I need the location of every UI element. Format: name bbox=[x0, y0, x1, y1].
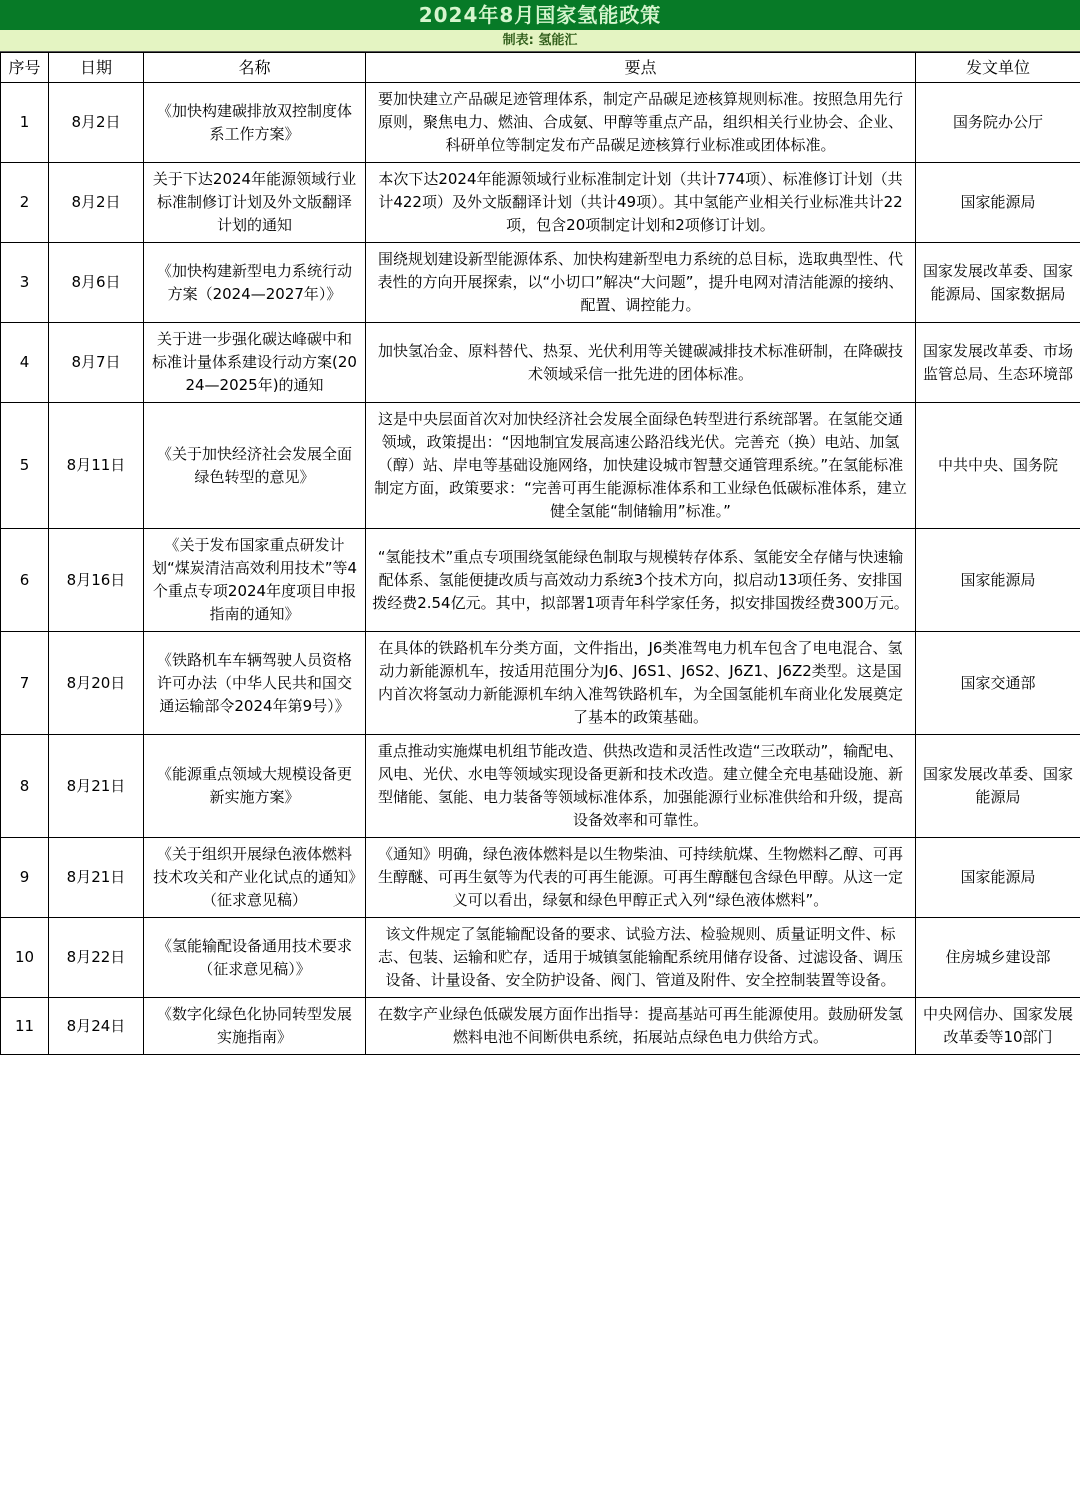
table-row bbox=[1, 163, 1080, 243]
cell-issuer: 国家交通部 bbox=[916, 632, 1080, 735]
cell-issuer: 住房城乡建设部 bbox=[916, 918, 1080, 998]
table-row bbox=[1, 998, 1080, 1055]
cell-no: 3 bbox=[1, 243, 49, 323]
cell-points: 本次下达2024年能源领域行业标准制定计划（共计774项）、标准修订计划（共计422项）及外文版翻译计划（共计49项）。其中氢能产业相关行业标准共计22项，包含20项制定计划和2项修订计划。 bbox=[366, 163, 916, 243]
page-subtitle: 制表: 氢能汇 bbox=[0, 30, 1080, 52]
cell-no: 4 bbox=[1, 323, 49, 403]
cell-issuer: 国务院办公厅 bbox=[916, 83, 1080, 163]
table-row bbox=[1, 529, 1080, 632]
cell-no: 5 bbox=[1, 403, 49, 529]
cell-points: 加快氢冶金、原料替代、热泵、光伏利用等关键碳减排技术标准研制，在降碳技术领域采信一批先进的团体标准。 bbox=[366, 323, 916, 403]
cell-points: 重点推动实施煤电机组节能改造、供热改造和灵活性改造“三改联动”，输配电、风电、光伏、水电等领域实现设备更新和技术改造。建立健全充电基础设施、新型储能、氢能、电力装备等领域标准体系，加强能源行业标准供给和升级，提高设备效率和可靠性。 bbox=[366, 735, 916, 838]
cell-name: 《关于加快经济社会发展全面绿色转型的意见》 bbox=[144, 403, 366, 529]
cell-date: 8月16日 bbox=[49, 529, 144, 632]
table-row bbox=[1, 632, 1080, 735]
cell-name: 《氢能输配设备通用技术要求（征求意见稿）》 bbox=[144, 918, 366, 998]
cell-no: 6 bbox=[1, 529, 49, 632]
cell-name: 《数字化绿色化协同转型发展实施指南》 bbox=[144, 998, 366, 1055]
cell-points: 这是中央层面首次对加快经济社会发展全面绿色转型进行系统部署。在氢能交通领域，政策提出：“因地制宜发展高速公路沿线光伏。完善充（换）电站、加氢（醇）站、岸电等基础设施网络，加快建设城市智慧交通管理系统。”在氢能标准制定方面，政策要求：“完善可再生能源标准体系和工业绿色低碳标准体系，建立健全氢能“制储输用”标准。” bbox=[366, 403, 916, 529]
cell-date: 8月21日 bbox=[49, 735, 144, 838]
cell-issuer: 国家能源局 bbox=[916, 529, 1080, 632]
cell-points: 在具体的铁路机车分类方面，文件指出，J6类准驾电力机车包含了电电混合、氢动力新能源机车，按适用范围分为J6、J6S1、J6S2、J6Z1、J6Z2类型。这是国内首次将氢动力新能源机车纳入准驾铁路机车，为全国氢能机车商业化发展奠定了基本的政策基础。 bbox=[366, 632, 916, 735]
cell-no: 7 bbox=[1, 632, 49, 735]
cell-issuer: 国家发展改革委、国家能源局、国家数据局 bbox=[916, 243, 1080, 323]
cell-no: 11 bbox=[1, 998, 49, 1055]
cell-name: 《铁路机车车辆驾驶人员资格许可办法（中华人民共和国交通运输部令2024年第9号）》 bbox=[144, 632, 366, 735]
cell-date: 8月7日 bbox=[49, 323, 144, 403]
cell-no: 9 bbox=[1, 838, 49, 918]
cell-name: 《加快构建碳排放双控制度体系工作方案》 bbox=[144, 83, 366, 163]
cell-name: 《能源重点领域大规模设备更新实施方案》 bbox=[144, 735, 366, 838]
cell-no: 8 bbox=[1, 735, 49, 838]
cell-issuer: 国家发展改革委、市场监管总局、生态环境部 bbox=[916, 323, 1080, 403]
cell-date: 8月20日 bbox=[49, 632, 144, 735]
header-issuer: 发文单位 bbox=[916, 53, 1080, 83]
header-row bbox=[1, 53, 1080, 83]
cell-date: 8月2日 bbox=[49, 163, 144, 243]
cell-date: 8月21日 bbox=[49, 838, 144, 918]
cell-points: 围绕规划建设新型能源体系、加快构建新型电力系统的总目标，选取典型性、代表性的方向开展探索，以“小切口”解决“大问题”，提升电网对清洁能源的接纳、配置、调控能力。 bbox=[366, 243, 916, 323]
header-name: 名称 bbox=[144, 53, 366, 83]
table-row bbox=[1, 735, 1080, 838]
cell-name: 《加快构建新型电力系统行动方案（2024—2027年）》 bbox=[144, 243, 366, 323]
table-row bbox=[1, 403, 1080, 529]
cell-issuer: 中共中央、国务院 bbox=[916, 403, 1080, 529]
table-row bbox=[1, 838, 1080, 918]
cell-no: 10 bbox=[1, 918, 49, 998]
cell-points: 《通知》明确，绿色液体燃料是以生物柴油、可持续航煤、生物燃料乙醇、可再生醇醚、可再生氨等为代表的可再生能源。可再生醇醚包含绿色甲醇。从这一定义可以看出，绿氨和绿色甲醇正式入列“绿色液体燃料”。 bbox=[366, 838, 916, 918]
cell-points: “氢能技术”重点专项围绕氢能绿色制取与规模转存体系、氢能安全存储与快速输配体系、氢能便捷改质与高效动力系统3个技术方向，拟启动13项任务、安排国拨经费2.54亿元。其中，拟部署1项青年科学家任务，拟安排国拨经费300万元。 bbox=[366, 529, 916, 632]
table-row bbox=[1, 918, 1080, 998]
header-no: 序号 bbox=[1, 53, 49, 83]
page-title: 2024年8月国家氢能政策 bbox=[0, 0, 1080, 30]
table-row bbox=[1, 323, 1080, 403]
header-date: 日期 bbox=[49, 53, 144, 83]
cell-name: 《关于发布国家重点研发计划“煤炭清洁高效利用技术”等4个重点专项2024年度项目申报指南的通知》 bbox=[144, 529, 366, 632]
cell-no: 2 bbox=[1, 163, 49, 243]
cell-points: 在数字产业绿色低碳发展方面作出指导：提高基站可再生能源使用。鼓励研发氢燃料电池不间断供电系统，拓展站点绿色电力供给方式。 bbox=[366, 998, 916, 1055]
header-points: 要点 bbox=[366, 53, 916, 83]
cell-date: 8月2日 bbox=[49, 83, 144, 163]
cell-date: 8月11日 bbox=[49, 403, 144, 529]
table-row bbox=[1, 83, 1080, 163]
cell-name: 《关于组织开展绿色液体燃料技术攻关和产业化试点的通知》（征求意见稿） bbox=[144, 838, 366, 918]
cell-date: 8月6日 bbox=[49, 243, 144, 323]
cell-issuer: 国家能源局 bbox=[916, 838, 1080, 918]
cell-points: 要加快建立产品碳足迹管理体系，制定产品碳足迹核算规则标准。按照急用先行原则，聚焦电力、燃油、合成氨、甲醇等重点产品，组织相关行业协会、企业、科研单位等制定发布产品碳足迹核算行业标准或团体标准。 bbox=[366, 83, 916, 163]
cell-issuer: 中央网信办、国家发展改革委等10部门 bbox=[916, 998, 1080, 1055]
cell-no: 1 bbox=[1, 83, 49, 163]
cell-points: 该文件规定了氢能输配设备的要求、试验方法、检验规则、质量证明文件、标志、包装、运输和贮存，适用于城镇氢能输配系统用储存设备、过滤设备、调压设备、计量设备、安全防护设备、阀门、管道及附件、安全控制装置等设备。 bbox=[366, 918, 916, 998]
cell-date: 8月22日 bbox=[49, 918, 144, 998]
cell-issuer: 国家发展改革委、国家能源局 bbox=[916, 735, 1080, 838]
cell-issuer: 国家能源局 bbox=[916, 163, 1080, 243]
cell-date: 8月24日 bbox=[49, 998, 144, 1055]
policy-table bbox=[0, 52, 1080, 1055]
table-row bbox=[1, 243, 1080, 323]
cell-name: 关于进一步强化碳达峰碳中和标准计量体系建设行动方案(2024—2025年)的通知 bbox=[144, 323, 366, 403]
cell-name: 关于下达2024年能源领域行业标准制修订计划及外文版翻译计划的通知 bbox=[144, 163, 366, 243]
